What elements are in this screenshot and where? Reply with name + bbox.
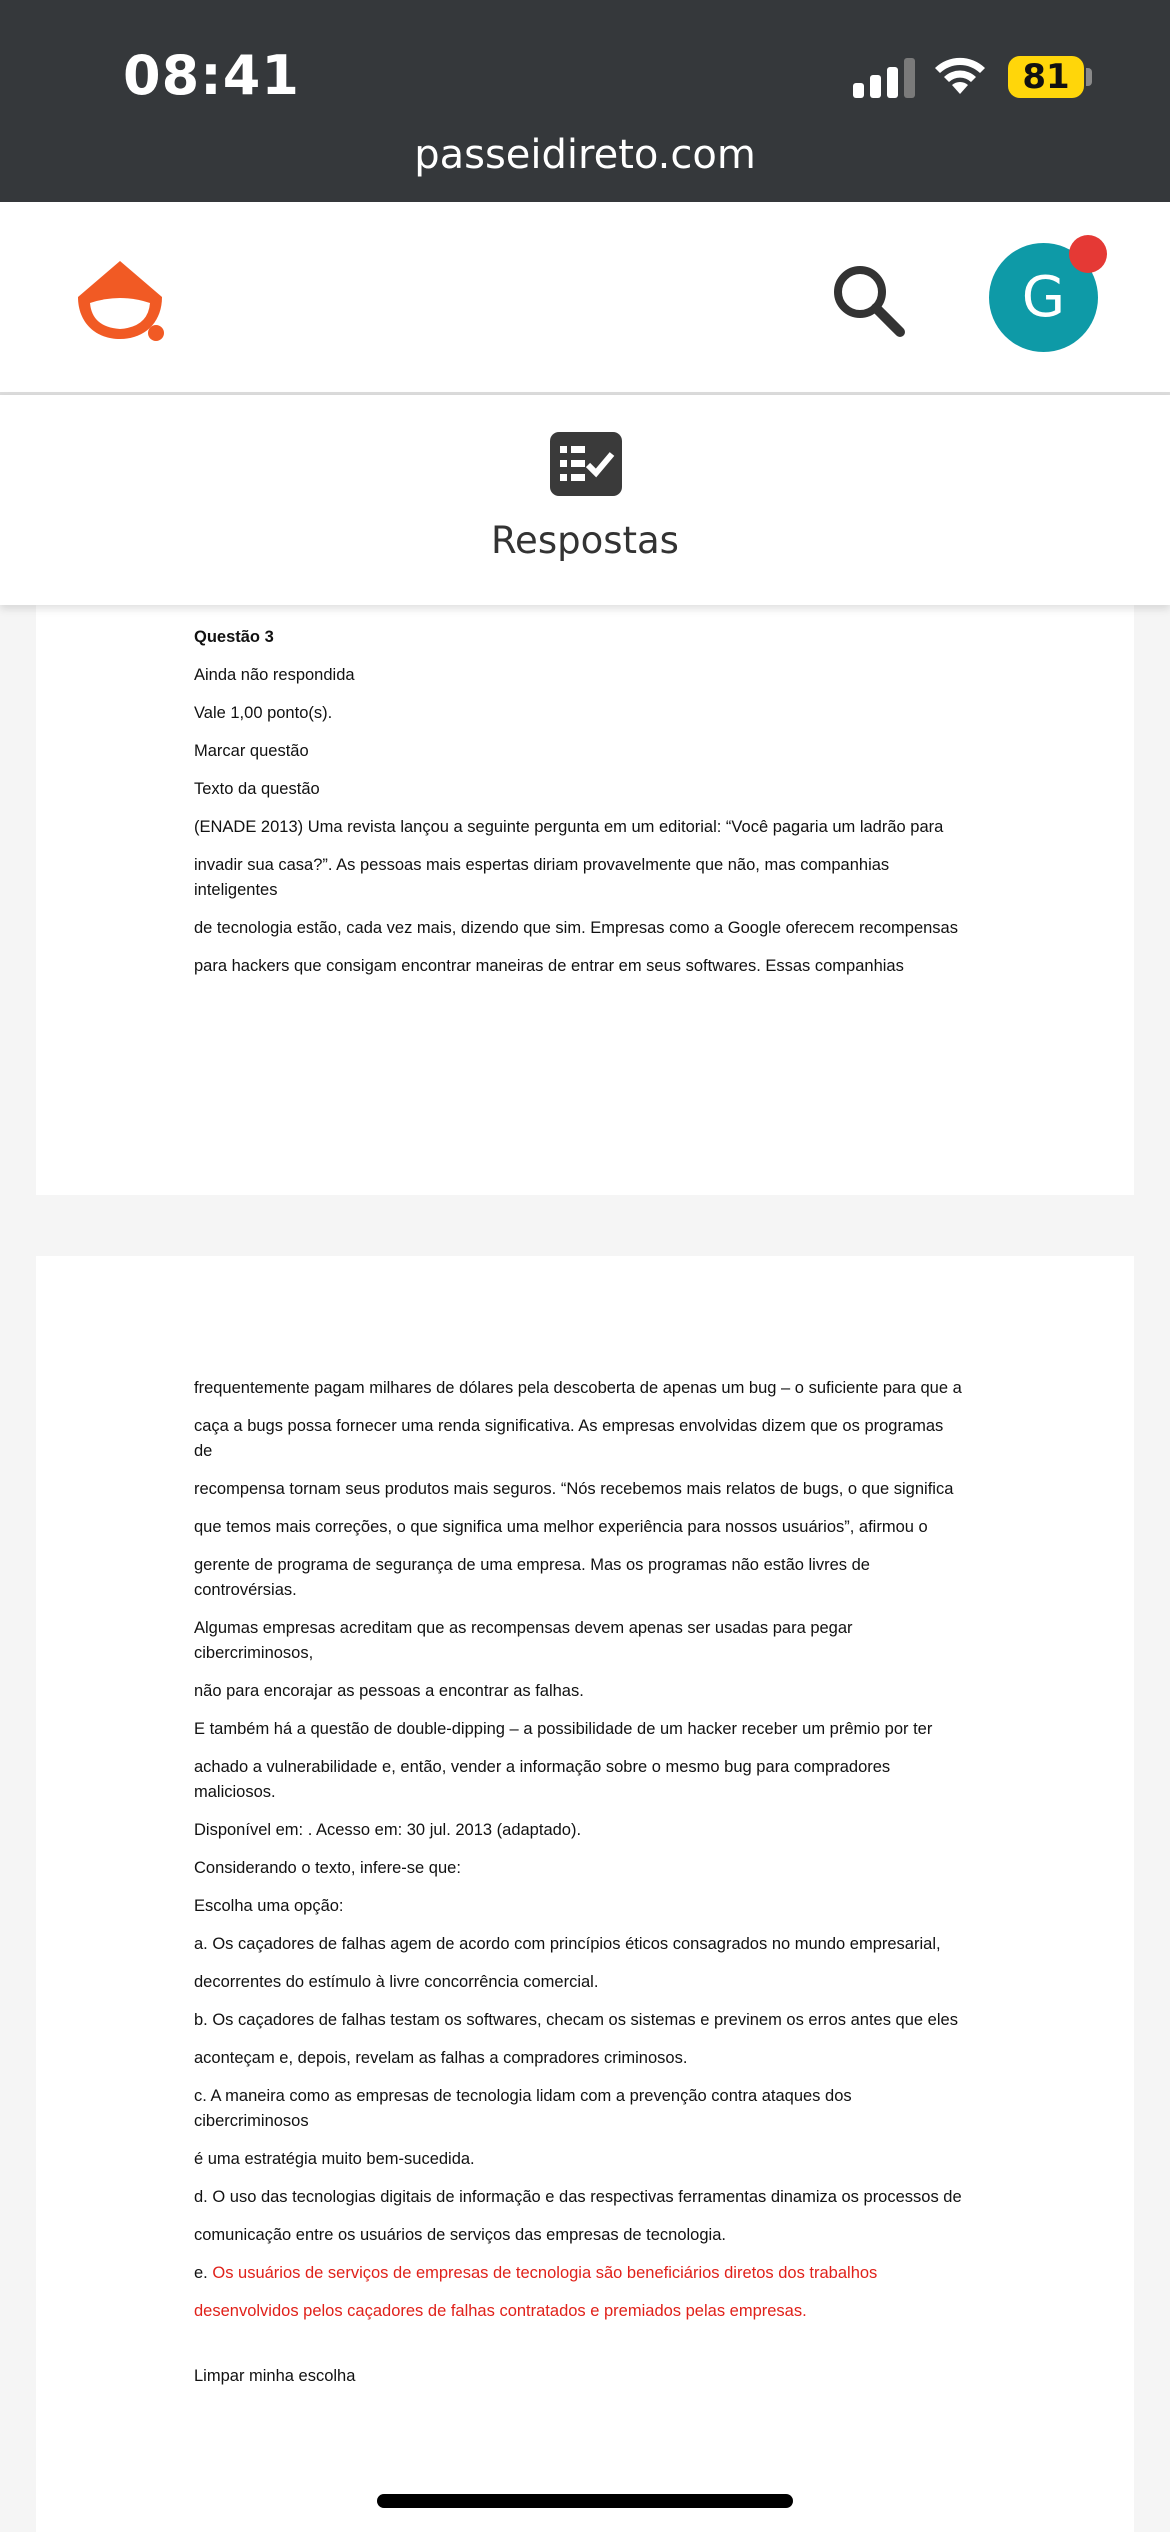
clear-choice-link[interactable]: Limpar minha escolha [194, 2367, 356, 2385]
option-e[interactable] [194, 2261, 964, 2286]
question-title: Questão 3 [194, 628, 274, 646]
cellular-signal-icon [853, 58, 915, 98]
option-e-prefix: e. [194, 2264, 213, 2282]
option-e-continued: desenvolvidos pelos caçadores de falhas contratados e premiados pelas empresas. [194, 2302, 807, 2320]
question-text-line: recompensa tornam seus produtos mais seguros. “Nós recebemos mais relatos de bugs, o que significa [194, 1480, 954, 1498]
battery-cap [1086, 68, 1092, 86]
question-points: Vale 1,00 ponto(s). [194, 704, 333, 722]
home-indicator[interactable] [377, 2494, 793, 2508]
option-c[interactable]: c. A maneira como as empresas de tecnologia lidam com a prevenção contra ataques dos cibercriminosos [194, 2087, 852, 2130]
logo-icon[interactable] [72, 257, 168, 343]
app-header [0, 202, 1170, 395]
question-block [194, 625, 964, 992]
option-b[interactable]: b. Os caçadores de falhas testam os softwares, checam os sistemas e previnem os erros antes que eles [194, 2011, 958, 2029]
question-text-line: gerente de programa de segurança de uma empresa. Mas os programas não estão livres de controvérsias. [194, 1556, 870, 1599]
document-page-1 [36, 595, 1134, 1195]
url-bar[interactable]: passeidireto.com [414, 132, 756, 178]
option-d[interactable]: d. O uso das tecnologias digitais de informação e das respectivas ferramentas dinamiza os processos de [194, 2188, 962, 2206]
question-text-line: de tecnologia estão, cada vez mais, dizendo que sim. Empresas como a Google oferecem recompensas [194, 919, 958, 937]
question-text-line: para hackers que consigam encontrar maneiras de entrar em seus softwares. Essas companhias [194, 957, 904, 975]
question-text-line: (ENADE 2013) Uma revista lançou a seguinte pergunta em um editorial: “Você pagaria um ladrão para [194, 818, 944, 836]
question-text-line: não para encorajar as pessoas a encontrar as falhas. [194, 1682, 584, 1700]
question-text-line: E também há a questão de double-dipping – a possibilidade de um hacker receber um prêmio por ter [194, 1720, 933, 1738]
question-text-line: achado a vulnerabilidade e, então, vender a informação sobre o mesmo bug para compradores maliciosos. [194, 1758, 891, 1801]
avatar[interactable]: G [989, 243, 1098, 352]
status-bar [0, 0, 1170, 202]
clock: 08:41 [123, 44, 300, 107]
option-d-continued: comunicação entre os usuários de serviços das empresas de tecnologia. [194, 2226, 726, 2244]
option-b-continued: aconteçam e, depois, revelam as falhas a compradores criminosos. [194, 2049, 688, 2067]
option-a[interactable]: a. Os caçadores de falhas agem de acordo com princípios éticos consagrados no mundo empresarial, [194, 1935, 941, 1953]
question-text-line: invadir sua casa?”. As pessoas mais espertas diriam provavelmente que não, mas companhias inteligentes [194, 856, 890, 899]
answers-tab[interactable] [0, 395, 1170, 605]
question-text-label: Texto da questão [194, 780, 320, 798]
source-citation: Disponível em: . Acesso em: 30 jul. 2013 (adaptado). [194, 1821, 582, 1839]
notification-dot [1069, 235, 1107, 273]
battery-indicator: 81 [1008, 56, 1084, 98]
option-a-continued: decorrentes do estímulo à livre concorrência comercial. [194, 1973, 599, 1991]
checklist-icon [550, 432, 622, 496]
search-icon[interactable] [828, 260, 908, 340]
answers-label: Respostas [491, 519, 679, 562]
question-text-line: frequentemente pagam milhares de dólares pela descoberta de apenas um bug – o suficiente para que a [194, 1379, 962, 1397]
question-prompt: Considerando o texto, infere-se que: [194, 1859, 461, 1877]
question-status: Ainda não respondida [194, 666, 355, 684]
choose-option-label: Escolha uma opção: [194, 1897, 344, 1915]
question-text-line: que temos mais correções, o que significa uma melhor experiência para nossos usuários”, afirmou o [194, 1518, 928, 1536]
question-text-line: Algumas empresas acreditam que as recompensas devem apenas ser usadas para pegar cibercriminosos, [194, 1619, 853, 1662]
question-continuation [194, 1376, 964, 2402]
question-text-line: caça a bugs possa fornecer uma renda significativa. As empresas envolvidas dizem que os programas de [194, 1417, 944, 1460]
document-page-2 [36, 1256, 1134, 2532]
option-e-highlighted-text: Os usuários de serviços de empresas de tecnologia são beneficiários diretos dos trabalhos [212, 2264, 878, 2282]
flag-question-link[interactable]: Marcar questão [194, 742, 309, 760]
option-c-continued: é uma estratégia muito bem-sucedida. [194, 2150, 475, 2168]
wifi-icon [932, 54, 988, 96]
